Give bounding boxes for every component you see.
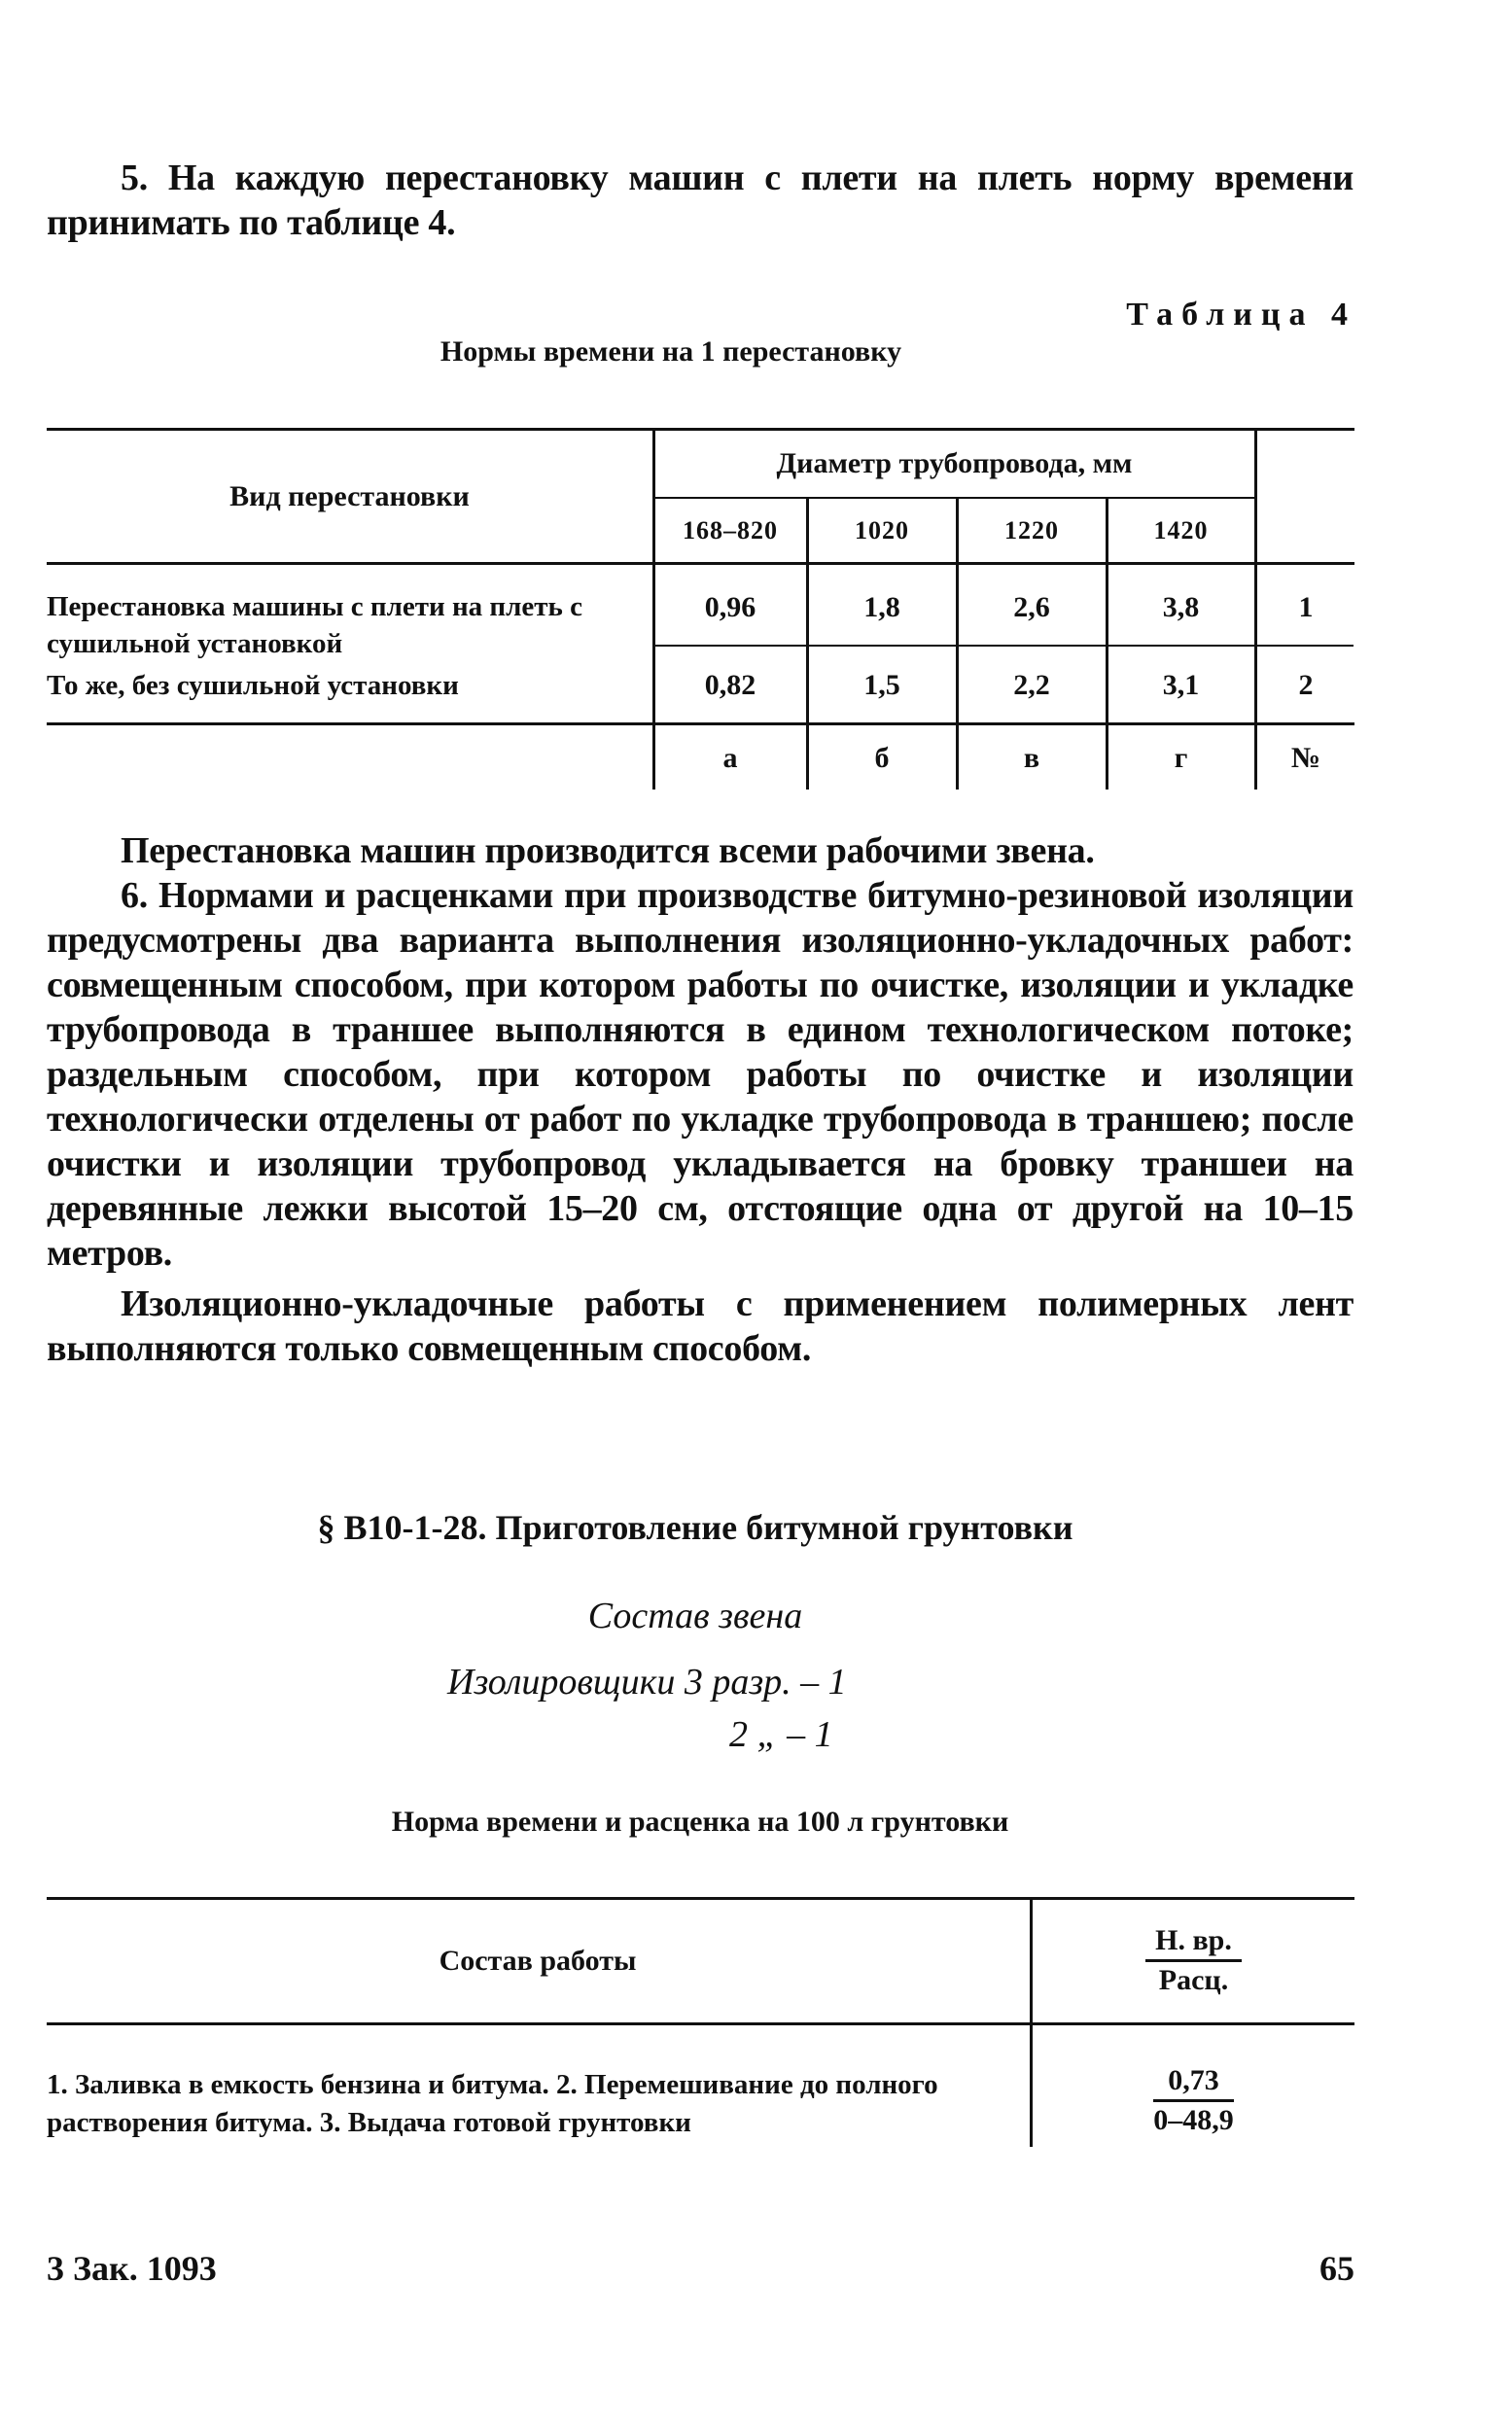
t2-header-norm (1033, 1899, 1354, 2022)
row-2-number: 2 (1298, 668, 1314, 701)
row-1-value-c: 2,6 (1013, 590, 1050, 623)
crew-line-2: 2 „ – 1 (729, 1714, 833, 1755)
col-letter-a: а (722, 742, 738, 774)
num-header: № (1290, 742, 1321, 774)
table-title: Нормы времени на 1 перестановку (440, 335, 902, 368)
row-2-value-d: 3,1 (1162, 668, 1200, 701)
row-1-number: 1 (1298, 590, 1314, 623)
t2-row-norm-time: 0,73 (1153, 2064, 1234, 2102)
t2-row-work-text: 1. Заливка в емкость бензина и битума. 2. Перемешивание до полного растворения битума. 3. Выдача готовой грунтовки (47, 2069, 938, 2138)
row-1-value-a: 0,96 (704, 590, 756, 623)
row-separator (653, 645, 1354, 647)
t2-row-fraction (1153, 2064, 1234, 2137)
t2-row-rate: 0–48,9 (1153, 2103, 1234, 2136)
paragraph-5: 5. На каждую перестановку машин с плети на плеть норму времени принимать по таблице 4. (47, 158, 1354, 243)
t2-row-norm (1033, 2056, 1354, 2144)
row-1-value-b: 1,8 (863, 590, 900, 623)
row-2-value-b: 1,5 (863, 668, 900, 701)
header-bottom-rule (47, 562, 1354, 565)
header-type: Вид перестановки (229, 479, 470, 512)
after-table-paragraph: Перестановка машин производится всеми рабочими звена. (121, 830, 1095, 871)
paragraph-7: Изоляционно-укладочные работы с применением полимерных лент выполняются только совмещенным способом. (47, 1283, 1354, 1369)
diameter-2: 1020 (855, 515, 909, 544)
row-1-value-d: 3,8 (1162, 590, 1200, 623)
diameter-3: 1220 (1004, 515, 1059, 544)
diameter-1: 168–820 (683, 515, 778, 544)
footer-order: 3 Зак. 1093 (47, 2249, 217, 2288)
body-bottom-rule (47, 722, 1354, 725)
row-2-value-a: 0,82 (704, 668, 756, 701)
col-letter-d: г (1174, 742, 1188, 774)
t2-header-rate: Расц. (1158, 1964, 1229, 1996)
row-2-label: То же, без сушильной установки (47, 670, 459, 701)
norm-title: Норма времени и расценка на 100 л грунтовки (391, 1806, 1009, 1838)
t2-header-work: Состав работы (439, 1944, 637, 1977)
t2-header-fraction (1145, 1924, 1242, 1997)
header-diameter: Диаметр трубопровода, мм (776, 447, 1133, 479)
t2-header-bottom-rule (47, 2022, 1354, 2025)
section-heading: § В10-1-28. Приготовление битумной грунтовки (317, 1508, 1073, 1547)
crew-line-1: Изолировщики 3 разр. – 1 (447, 1662, 847, 1703)
diameter-4: 1420 (1153, 515, 1209, 544)
col-letter-b: б (874, 742, 890, 774)
row-1-label: Перестановка машины с плети на плеть с сушильной установкой (47, 591, 582, 659)
crew-title: Состав звена (587, 1596, 803, 1636)
paragraph-6: 6. Нормами и расценками при производстве битумно-резиновой изоляции предусмотрены два варианта выполнения изоляционно-укладочных работ: совмещенным способом, при котором работы по очистке, изоляции и укладке трубопровода в траншее выполняются в едином технологическом потоке; раздельным способом, при котором работы по очистке и изоляции технологически отделены от работ по укладке трубопровода в траншею; после очистки и изоляции трубопровод укладывается на бровку траншеи на деревянные лежки высотой 15–20 см, отстоящие одна от другой на 10–15 метров. (47, 875, 1354, 1274)
t2-header-norm-time: Н. вр. (1145, 1924, 1242, 1962)
table-caption: Таблица 4 (1126, 297, 1356, 333)
page-number: 65 (1319, 2249, 1354, 2288)
row-2-value-c: 2,2 (1013, 668, 1050, 701)
col-letter-c: в (1023, 742, 1040, 774)
